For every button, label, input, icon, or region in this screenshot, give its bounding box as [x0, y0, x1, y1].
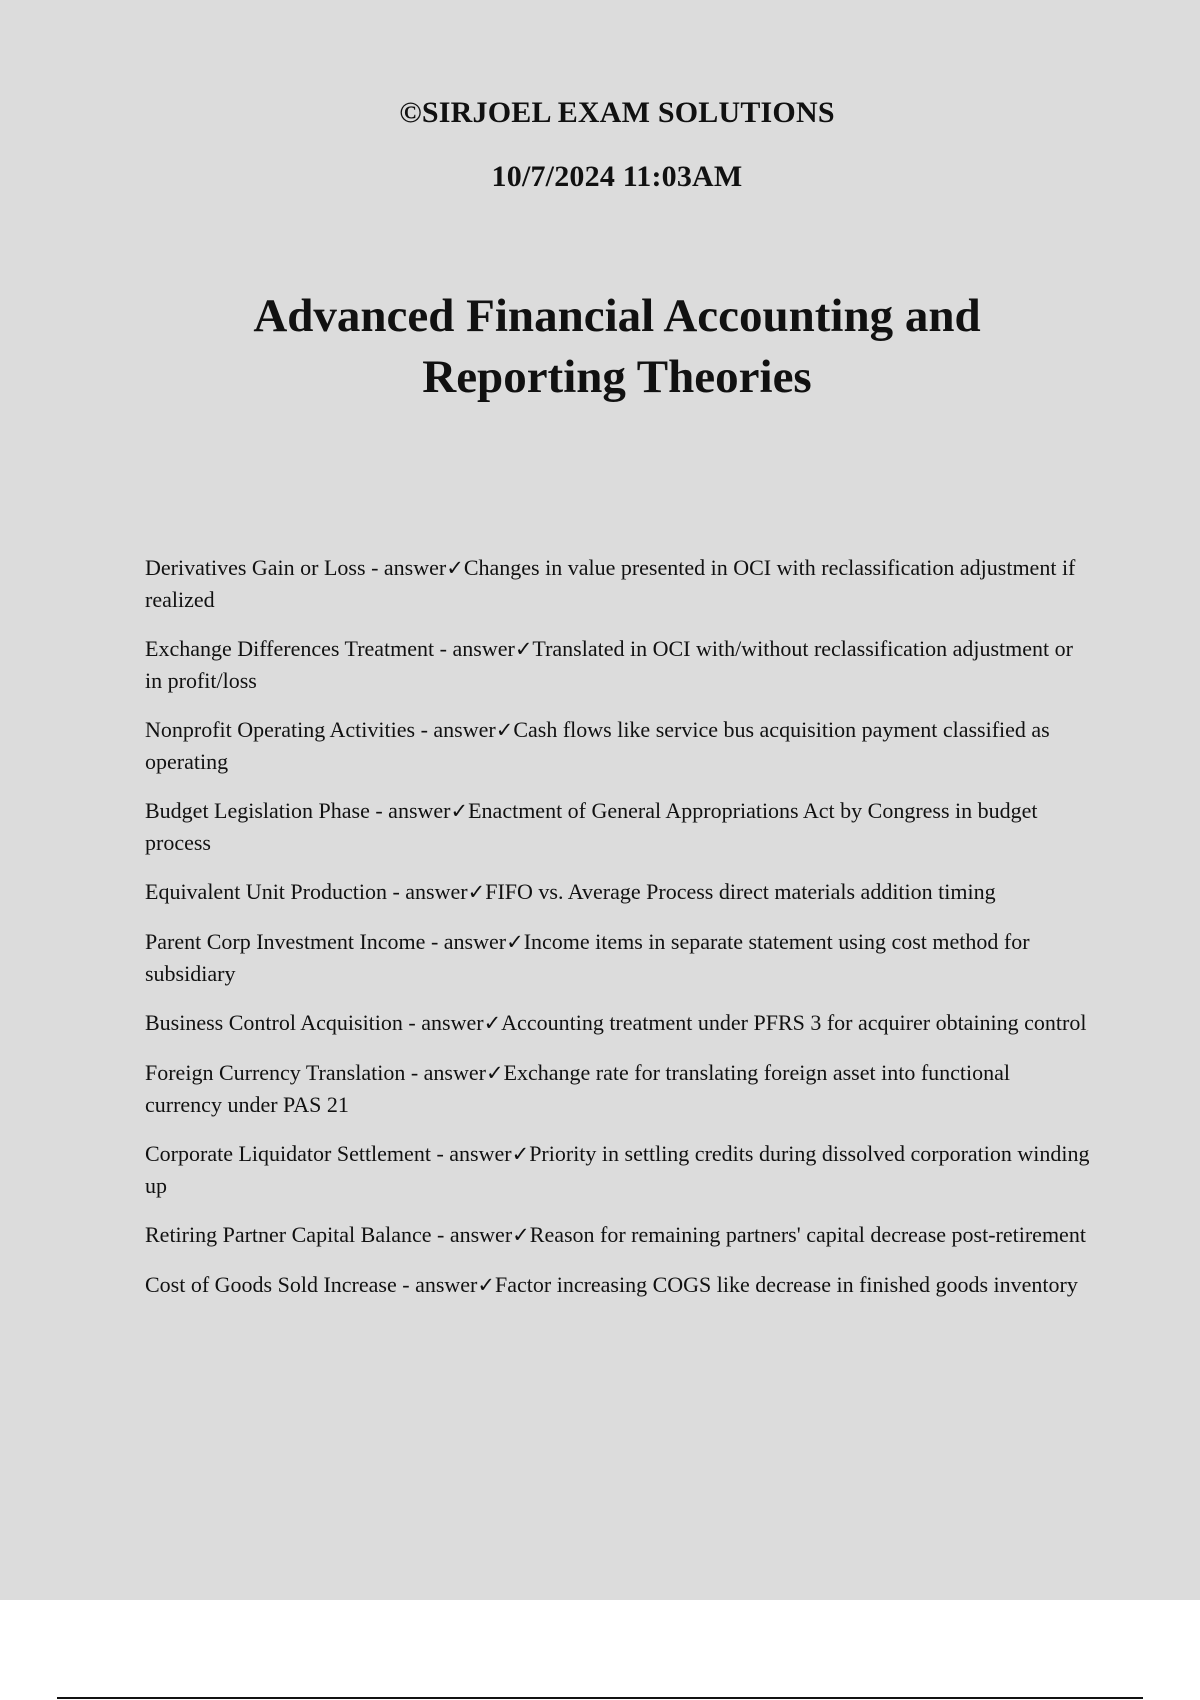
checkmark-icon: ✓: [477, 1273, 495, 1297]
qa-answer: Changes in value presented in OCI with reclassification adjustment if realized: [145, 555, 1076, 612]
qa-item: [145, 926, 1090, 989]
qa-answer: Priority in settling credits during dissolved corporation winding up: [145, 1141, 1090, 1198]
qa-separator: - answer: [434, 636, 515, 661]
document-datetime: 10/7/2024 11:03AM: [491, 160, 743, 193]
checkmark-icon: ✓: [495, 718, 514, 742]
qa-term: Exchange Differences Treatment: [145, 636, 435, 661]
qa-item: [145, 1269, 1090, 1301]
qa-separator: - answer: [430, 1141, 512, 1166]
checkmark-icon: ✓: [485, 1061, 504, 1085]
checkmark-icon: ✓: [514, 637, 533, 661]
footer-divider: [57, 1697, 1143, 1699]
checkmark-icon: ✓: [450, 799, 469, 823]
qa-separator: - answer: [369, 798, 451, 823]
qa-answer: Accounting treatment under PFRS 3 for acquirer obtaining control: [501, 1010, 1087, 1035]
qa-separator: - answer: [365, 555, 447, 580]
qa-item: [145, 795, 1090, 858]
qa-separator: - answer: [425, 929, 507, 954]
qa-term: Corporate Liquidator Settlement: [145, 1141, 431, 1166]
qa-separator: - answer: [402, 1010, 484, 1035]
document-title: [0, 286, 1200, 408]
checkmark-icon: ✓: [511, 1142, 530, 1166]
checkmark-icon: ✓: [467, 880, 486, 904]
qa-separator: - answer: [405, 1060, 486, 1085]
qa-item: [145, 876, 1090, 908]
document-title-line-2: Reporting Theories: [422, 351, 812, 403]
checkmark-icon: ✓: [483, 1011, 502, 1035]
qa-separator: - answer: [386, 879, 468, 904]
qa-term: Cost of Goods Sold Increase: [145, 1272, 397, 1297]
qa-term: Business Control Acquisition: [145, 1010, 403, 1035]
checkmark-icon: ✓: [446, 556, 464, 580]
qa-term: Retiring Partner Capital Balance: [145, 1222, 432, 1247]
qa-term: Nonprofit Operating Activities: [145, 717, 416, 742]
qa-item: [145, 1219, 1090, 1251]
qa-answer: Factor increasing COGS like decrease in finished goods inventory: [495, 1272, 1078, 1297]
qa-answer: Translated in OCI with/without reclassification adjustment or in profit/loss: [145, 636, 1073, 693]
brand-header: ©SIRJOEL EXAM SOLUTIONS: [399, 96, 835, 129]
qa-answer: Cash flows like service bus acquisition payment classified as operating: [145, 717, 1050, 774]
qa-term: Equivalent Unit Production: [145, 879, 387, 904]
qa-answer: Reason for remaining partners' capital decrease post-retirement: [529, 1222, 1086, 1247]
checkmark-icon: ✓: [506, 930, 524, 954]
qa-term: Parent Corp Investment Income: [145, 929, 426, 954]
document-title-line-1: Advanced Financial Accounting and: [253, 290, 981, 342]
qa-separator: - answer: [415, 717, 496, 742]
qa-item: [145, 552, 1090, 615]
qa-item: [145, 1057, 1090, 1120]
qa-item: [145, 633, 1090, 696]
qa-list: [145, 552, 1090, 1319]
qa-answer: Exchange rate for translating foreign asset into functional currency under PAS 21: [145, 1060, 1011, 1117]
qa-item: [145, 1138, 1090, 1201]
qa-separator: - answer: [431, 1222, 513, 1247]
qa-term: Foreign Currency Translation: [145, 1060, 406, 1085]
qa-separator: - answer: [396, 1272, 478, 1297]
checkmark-icon: ✓: [512, 1223, 530, 1247]
qa-answer: Enactment of General Appropriations Act by Congress in budget process: [145, 798, 1038, 855]
qa-item: [145, 1007, 1090, 1039]
qa-answer: FIFO vs. Average Process direct materials addition timing: [485, 879, 996, 904]
qa-term: Derivatives Gain or Loss: [145, 555, 366, 580]
qa-answer: Income items in separate statement using cost method for subsidiary: [145, 929, 1030, 986]
qa-item: [145, 714, 1090, 777]
qa-term: Budget Legislation Phase: [145, 798, 370, 823]
